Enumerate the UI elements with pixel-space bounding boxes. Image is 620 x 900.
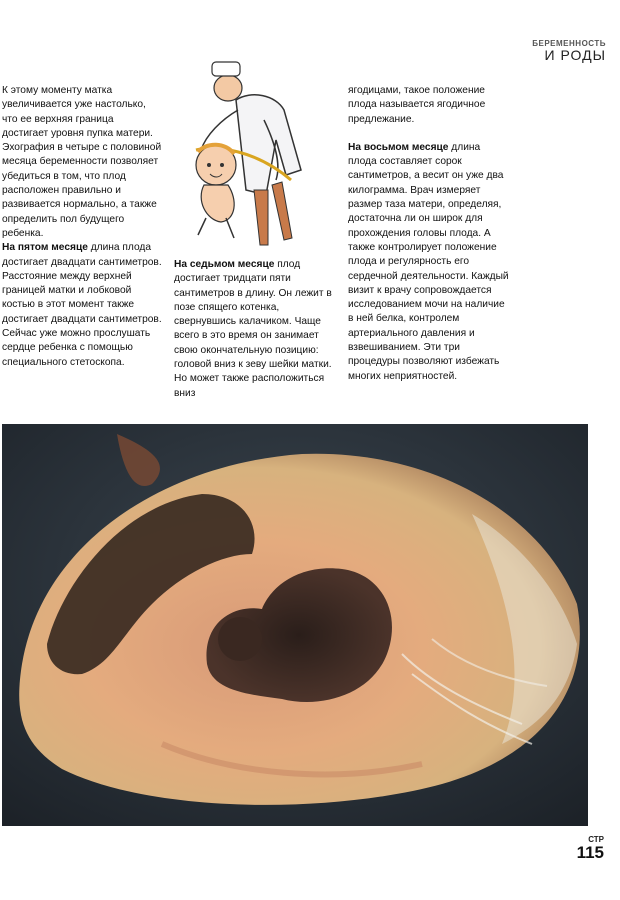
page-number-box xyxy=(577,836,604,861)
embryo-photo xyxy=(2,424,588,826)
paragraph-text: длина плода достигает двадцати сантиметров. Расстояние между верхней границей матки и лобковой костью в этот момент также достигает двадцати сантиметров. Сейчас уже можно прослушать сердце ребенка с помощью специального стетоскопа. xyxy=(2,242,162,368)
lead-phrase: На седьмом месяце xyxy=(174,259,275,270)
paragraph xyxy=(348,141,510,384)
page-label: СТР xyxy=(588,835,604,844)
section-header xyxy=(532,40,606,62)
lead-phrase: На восьмом месяце xyxy=(348,141,449,153)
section-header-line2: И РОДЫ xyxy=(544,47,606,63)
paragraph xyxy=(2,241,162,370)
doctor-measuring-baby-illustration xyxy=(176,50,316,250)
paragraph: К этому моменту матка увеличивается уже настолько, что ее верхняя граница достигает уровня пупка матери. Эхография в четыре с половиной месяца беременности позволяет убедиться в том, что плод расположен правильно и развивается нормально, а также определить пол будущего ребенка. xyxy=(2,85,162,239)
paragraph-text: плод достигает тридцати пяти сантиметров в длину. Он лежит в позе спящего котенка, свернувшись калачиком. Чаще всего в это время он занимает свою окончательную позицию: головой вниз к зеву шейки матки. Но может также расположиться вниз xyxy=(174,259,332,399)
text-column-2 xyxy=(174,258,334,401)
paragraph-text: длина плода составляет сорок сантиметров, а весит он уже два килограмма. Врач измеряет размер таза матери, определяя, достаточна ли он широк для прохождения головы плода. А также контролирует положение плода и регулярность его сердечной деятельности. Каждый визит к врачу сопровождается исследованием мочи на наличие в ней белка, контролем артериального давления и взвешиванием. Эти три процедуры позволяют избежать многих неприятностей. xyxy=(348,141,509,382)
paragraph xyxy=(174,258,334,401)
section-header-line1: БЕРЕМЕННОСТЬ xyxy=(532,39,606,48)
lead-phrase: На пятом месяце xyxy=(2,242,88,254)
text-column-3 xyxy=(348,84,510,384)
paragraph: ягодицами, такое положение плода называется ягодичное предлежание. xyxy=(348,85,486,125)
page-number: 115 xyxy=(576,843,604,862)
text-column-1 xyxy=(2,84,162,370)
